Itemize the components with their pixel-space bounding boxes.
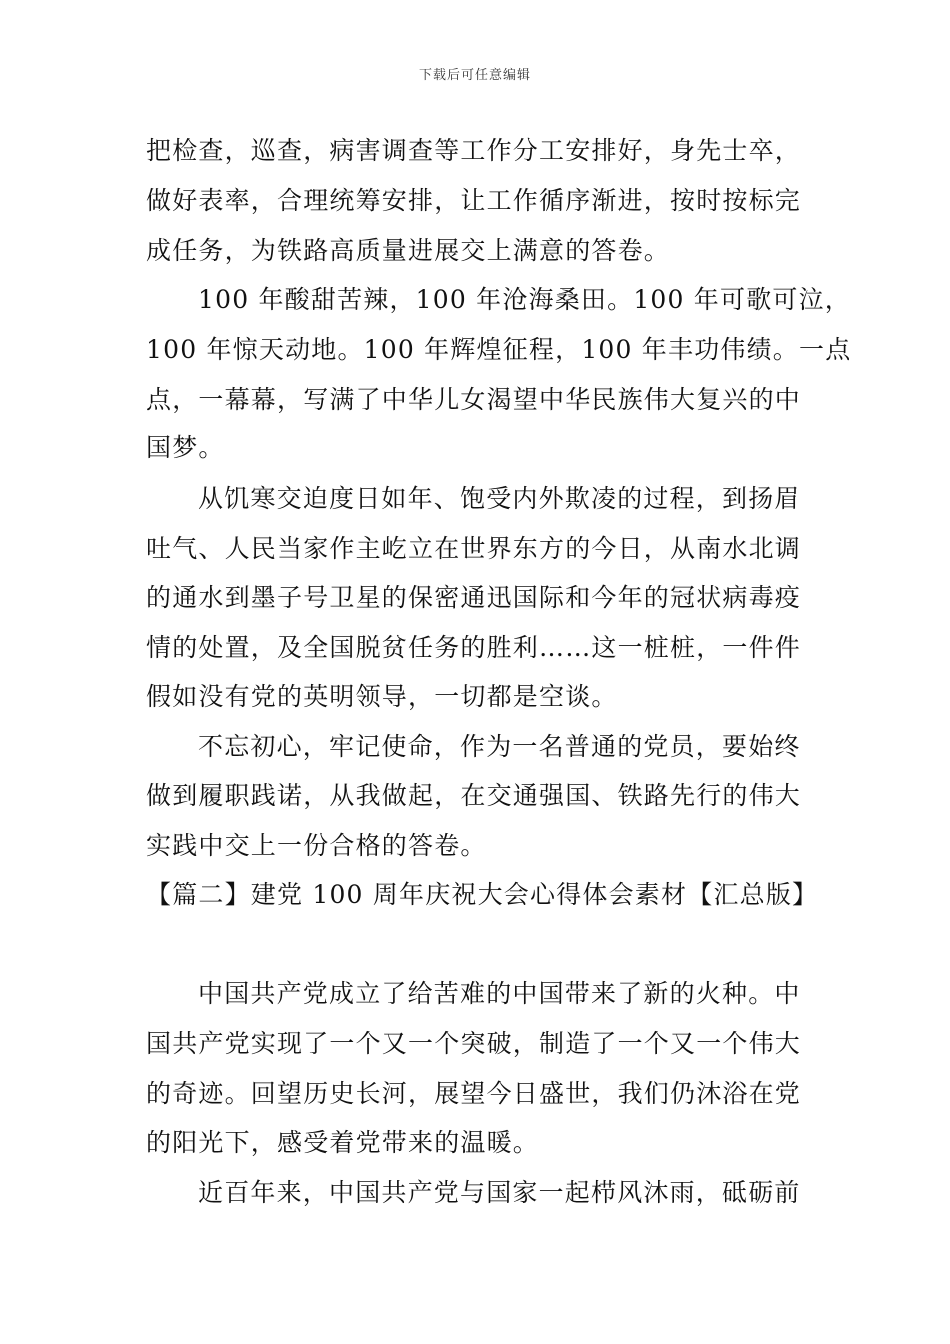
text-line: 从饥寒交迫度日如年、饱受内外欺凌的过程，到扬眉: [198, 484, 801, 513]
text-line: 情的处置，及全国脱贫任务的胜利……这一桩桩，一件件: [146, 633, 802, 662]
text-line: 的阳光下，感受着党带来的温暖。: [146, 1128, 540, 1157]
text-line: 实践中交上一份合格的答卷。: [146, 831, 487, 860]
text-line: 不忘初心，牢记使命，作为一名普通的党员，要始终: [198, 732, 801, 761]
text-line: 国梦。: [146, 433, 225, 462]
text-line: 中国共产党成立了给苦难的中国带来了新的火种。中: [198, 979, 801, 1008]
text-line: 近百年来，中国共产党与国家一起栉风沐雨，砥砺前: [198, 1178, 801, 1207]
text-line: 的通水到墨子号卫星的保密通迅国际和今年的冠状病毒疫: [146, 583, 802, 612]
text-line: 把检查，巡查，病害调查等工作分工安排好，身先士卒，: [146, 136, 802, 165]
text-line: 的奇迹。回望历史长河，展望今日盛世，我们仍沐浴在党: [146, 1079, 802, 1108]
text-line: 国共产党实现了一个又一个突破，制造了一个又一个伟大: [146, 1029, 802, 1058]
page-header: 下载后可任意编辑: [418, 68, 531, 83]
text-line: 做好表率，合理统筹安排，让工作循序渐进，按时按标完: [146, 186, 802, 215]
text-line: 100 年酸甜苦辣，100 年沧海桑田。100 年可歌可泣，: [198, 285, 851, 314]
section-heading: 【篇二】建党 100 周年庆祝大会心得体会素材【汇总版】: [146, 880, 819, 909]
text-line: 做到履职践诺，从我做起，在交通强国、铁路先行的伟大: [146, 781, 802, 810]
text-line: 假如没有党的英明领导，一切都是空谈。: [146, 682, 618, 711]
text-line: 成任务，为铁路高质量进展交上满意的答卷。: [146, 236, 671, 265]
text-line: 吐气、人民当家作主屹立在世界东方的今日，从南水北调: [146, 534, 802, 563]
text-line: 100 年惊天动地。100 年辉煌征程，100 年丰功伟绩。一点: [146, 335, 852, 364]
text-line: 点，一幕幕，写满了中华儿女渴望中华民族伟大复兴的中: [146, 385, 802, 414]
